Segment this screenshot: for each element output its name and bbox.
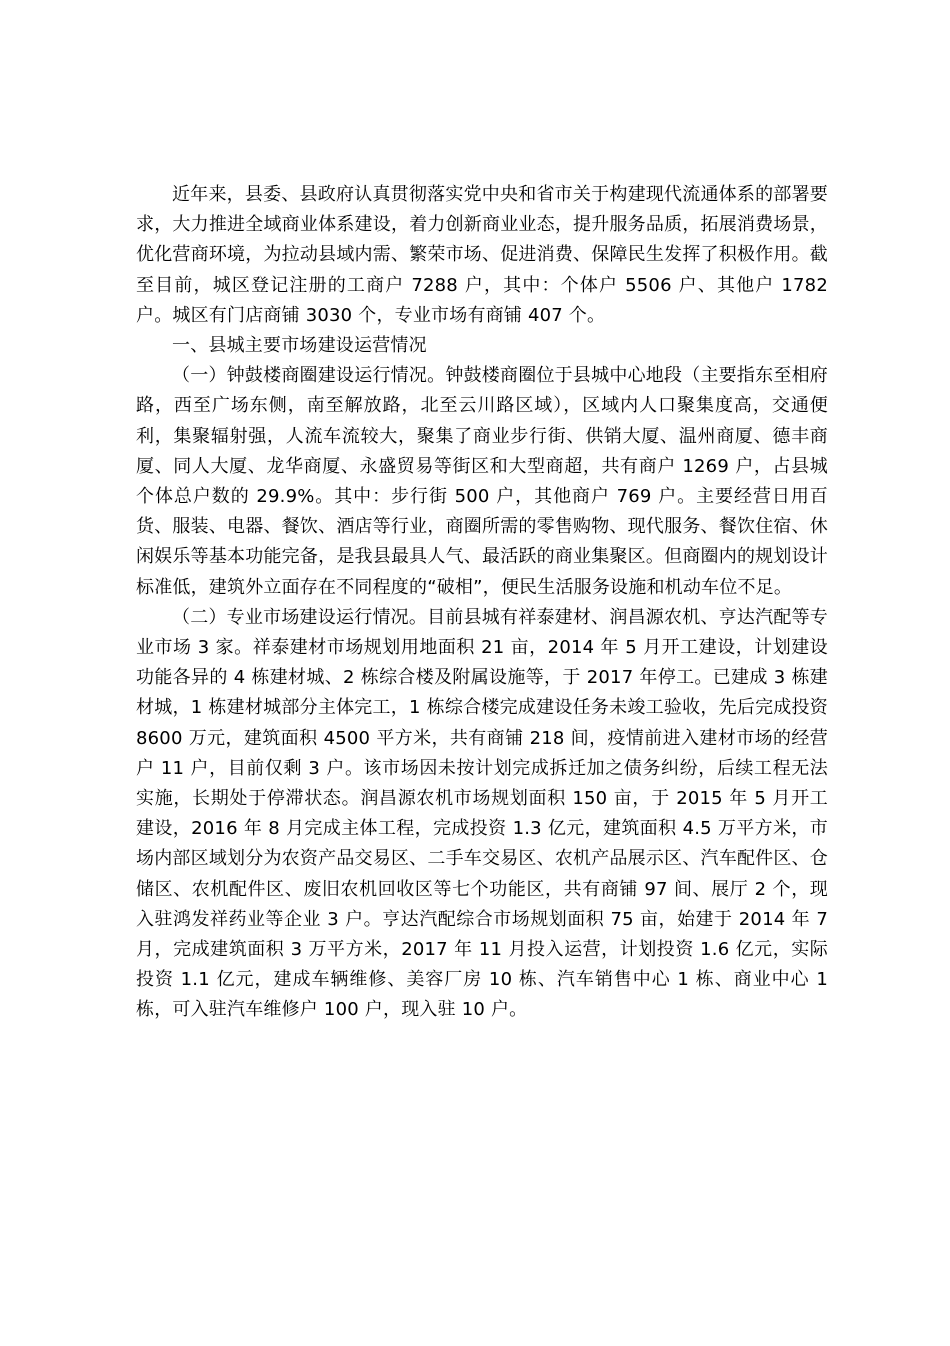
paragraph-subsection-2: （二）专业市场建设运行情况。目前县城有祥泰建材、润昌源农机、亨达汽配等专业市场 3 家。祥泰建材市场规划用地面积 21 亩，2014 年 5 月开工建设，计划建设功能各异的 4 栋建材城、2 栋综合楼及附属设施等，于 2017 年停工。已建成 3 栋建材城，1 栋建材城部分主体完工，1 栋综合楼完成建设任务未竣工验收，先后完成投资 8600 万元，建筑面积 4500 平方米，共有商铺 218 间，疫情前进入建材市场的经营户 11 户，目前仅剩 3 户。该市场因未按计划完成拆迁加之债务纠纷，后续工程无法实施，长期处于停滞状态。润昌源农机市场规划面积 150 亩，于 2015 年 5 月开工建设，2016 年 8 月完成主体工程，完成投资 1.3 亿元，建筑面积 4.5 万平方米，市场内部区域划分为农资产品交易区、二手车交易区、农机产品展示区、汽车配件区、仓储区、农机配件区、废旧农机回收区等七个功能区，共有商铺 97 间、展厅 2 个，现入驻鸿发祥药业等企业 3 户。亨达汽配综合市场规划面积 75 亩，始建于 2014 年 7 月，完成建筑面积 3 万平方米，2017 年 11 月投入运营，计划投资 1.6 亿元，实际投资 1.1 亿元，建成车辆维修、美容厂房 10 栋、汽车销售中心 1 栋、商业中心 1 栋，可入驻汽车维修户 100 户，现入驻 10 户。 [136, 606, 828, 1021]
paragraph-subsection-1: （一）钟鼓楼商圈建设运行情况。钟鼓楼商圈位于县城中心地段（主要指东至相府路，西至广场东侧，南至解放路，北至云川路区域），区域内人口聚集度高，交通便利，集聚辐射强，人流车流较大，聚集了商业步行街、供销大厦、温州商厦、德丰商厦、同人大厦、龙华商厦、永盛贸易等街区和大型商超，共有商户 1269 户，占县城个体总户数的 29.9%。其中：步行街 500 户，其他商户 769 户。主要经营日用百货、服装、电器、餐饮、酒店等行业，商圈所需的零售购物、现代服务、餐饮住宿、休闲娱乐等基本功能完备，是我县最具人气、最活跃的商业集聚区。但商圈内的规划设计标准低，建筑外立面存在不同程度的“破相”，便民生活服务设施和机动车位不足。 [136, 365, 828, 598]
section-heading: 一、县城主要市场建设运营情况 [172, 335, 427, 357]
paragraph-intro: 近年来，县委、县政府认真贯彻落实党中央和省市关于构建现代流通体系的部署要求，大力推进全域商业体系建设，着力创新商业业态，提升服务品质，拓展消费场景，优化营商环境，为拉动县域内需、繁荣市场、促进消费、保障民生发挥了积极作用。截至目前，城区登记注册的工商户 7288 户，其中：个体户 5506 户、其他户 1782 户。城区有门店商铺 3030 个，专业市场有商铺 407 个。 [136, 184, 828, 326]
document-body [136, 180, 828, 1026]
